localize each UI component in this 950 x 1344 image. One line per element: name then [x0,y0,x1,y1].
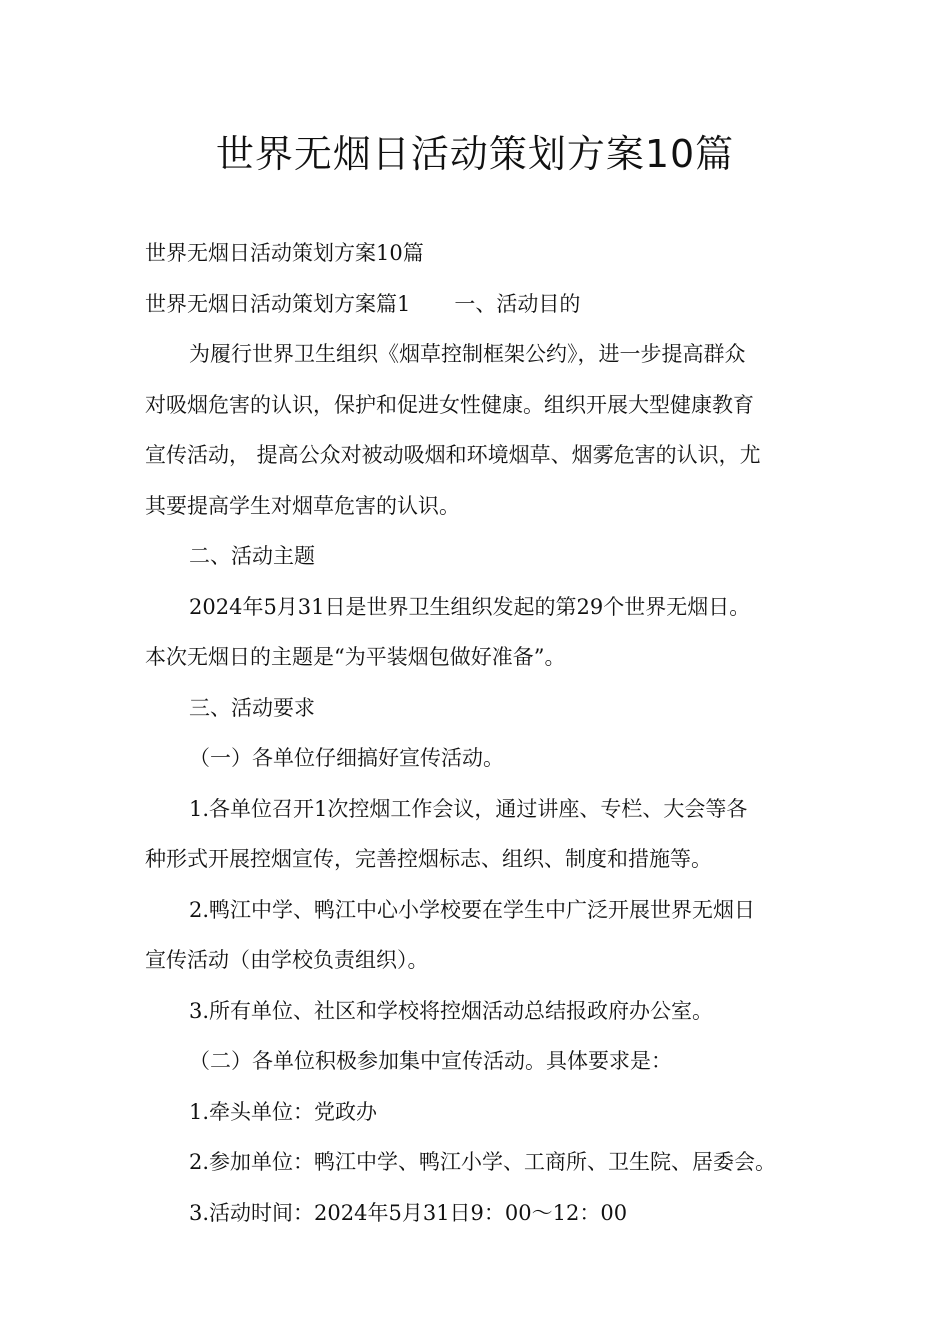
list-item-line: 2.鸭江中学、鸭江中心小学校要在学生中广泛开展世界无烟日 [189,897,756,922]
list-item-line: 种形式开展控烟宣传，完善控烟标志、组织、制度和措施等。 [145,847,712,871]
paragraph-line: 宣传活动， 提高公众对被动吸烟和环境烟草、烟雾危害的认识，尤 [145,443,761,467]
paragraph-line: 对吸烟危害的认识，保护和促进女性健康。组织开展大型健康教育 [145,392,754,417]
section-heading-left: 世界无烟日活动策划方案篇1 [145,291,411,316]
document-title: 世界无烟日活动策划方案10篇 [215,132,735,176]
section-heading: 三、活动要求 [189,695,315,720]
subtitle-line: 世界无烟日活动策划方案10篇 [145,241,424,265]
section-heading-right: 一、活动目的 [454,291,581,316]
paragraph-line: 为履行世界卫生组织《烟草控制框架公约》，进一步提高群众 [189,342,746,366]
list-item-line: 宣传活动（由学校负责组织）。 [145,948,429,972]
paragraph-line: 本次无烟日的主题是“为平装烟包做好准备”。 [145,645,566,669]
subsection-heading: （二）各单位积极参加集中宣传活动。具体要求是： [189,1049,672,1073]
section-heading-line [145,279,810,330]
subsection-heading: （一）各单位仔细搞好宣传活动。 [189,746,504,770]
paragraph-line: 2024年5月31日是世界卫生组织发起的第29个世界无烟日。 [189,594,751,619]
list-item-line: 1.牵头单位：党政办 [189,1099,378,1124]
list-item-line: 3.所有单位、社区和学校将控烟活动总结报政府办公室。 [189,998,714,1023]
paragraph-line: 其要提高学生对烟草危害的认识。 [145,493,460,518]
section-heading: 二、活动主题 [189,544,315,568]
document-body [145,228,810,1238]
list-item-line: 3.活动时间：2024年5月31日9：00～12：00 [189,1200,628,1225]
list-item-line: 2.参加单位：鸭江中学、鸭江小学、工商所、卫生院、居委会。 [189,1150,777,1174]
list-item-line: 1.各单位召开1次控烟工作会议，通过讲座、专栏、大会等各 [189,796,748,821]
